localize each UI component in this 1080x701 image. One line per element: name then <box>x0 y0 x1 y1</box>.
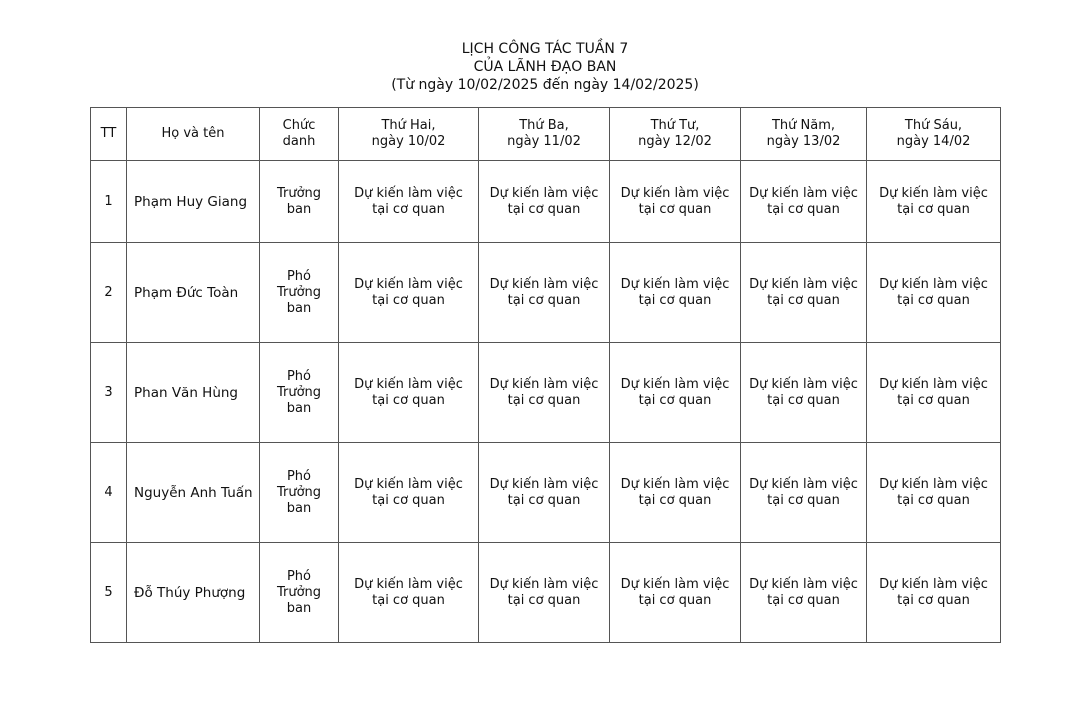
schedule-line: tại cơ quan <box>638 392 712 408</box>
title-line-1: LỊCH CÔNG TÁC TUẦN 7 <box>461 41 629 57</box>
schedule-line: tại cơ quan <box>767 392 840 408</box>
schedule-line: tại cơ quan <box>507 292 581 308</box>
schedule-line: Dự kiến làm việc <box>749 276 858 292</box>
header-day-line: Thứ Hai, <box>381 118 436 133</box>
header-day-line: ngày 10/02 <box>371 134 446 149</box>
schedule-line: tại cơ quan <box>897 492 970 508</box>
row-number: 5 <box>91 543 127 643</box>
row-position <box>260 343 339 443</box>
header-day-wednesday <box>610 108 741 161</box>
row-name: Đỗ Thúy Phượng <box>127 543 260 643</box>
row-number: 3 <box>91 343 127 443</box>
schedule-line: Dự kiến làm việc <box>749 185 858 201</box>
schedule-cell <box>479 443 610 543</box>
document-title <box>0 40 1080 94</box>
schedule-line: Dự kiến làm việc <box>879 476 988 492</box>
row-name: Phạm Huy Giang <box>127 161 260 243</box>
header-position-line: Chức <box>282 118 316 133</box>
schedule-cell <box>610 443 741 543</box>
schedule-cell <box>741 161 867 243</box>
schedule-line: tại cơ quan <box>372 292 445 308</box>
schedule-cell <box>610 543 741 643</box>
schedule-line: tại cơ quan <box>897 201 970 217</box>
row-name: Nguyễn Anh Tuấn <box>127 443 260 543</box>
table-row <box>91 543 1001 643</box>
schedule-line: tại cơ quan <box>767 201 840 217</box>
header-day-line: Thứ Ba, <box>519 118 569 133</box>
schedule-line: Dự kiến làm việc <box>489 376 599 392</box>
schedule-cell <box>867 543 1001 643</box>
schedule-line: Dự kiến làm việc <box>354 576 463 592</box>
header-day-tuesday <box>479 108 610 161</box>
position-line: Trưởng <box>276 584 322 600</box>
schedule-line: Dự kiến làm việc <box>749 476 858 492</box>
schedule-line: Dự kiến làm việc <box>879 576 988 592</box>
row-number: 1 <box>91 161 127 243</box>
schedule-cell <box>867 243 1001 343</box>
table-row <box>91 243 1001 343</box>
schedule-cell <box>479 343 610 443</box>
position-line: Trưởng <box>276 185 322 201</box>
position-line: Trưởng <box>276 284 322 300</box>
row-position <box>260 543 339 643</box>
table-row <box>91 343 1001 443</box>
schedule-line: Dự kiến làm việc <box>620 576 730 592</box>
position-line: Phó <box>286 368 312 384</box>
schedule-cell <box>610 243 741 343</box>
schedule-cell <box>741 543 867 643</box>
schedule-line: Dự kiến làm việc <box>354 476 463 492</box>
schedule-cell <box>867 443 1001 543</box>
schedule-cell <box>741 443 867 543</box>
row-name: Phạm Đức Toàn <box>127 243 260 343</box>
header-day-line: ngày 11/02 <box>507 134 581 149</box>
table-row <box>91 443 1001 543</box>
schedule-line: Dự kiến làm việc <box>354 376 463 392</box>
schedule-cell <box>741 343 867 443</box>
header-day-monday <box>339 108 479 161</box>
schedule-line: tại cơ quan <box>897 292 970 308</box>
schedule-cell <box>479 161 610 243</box>
header-name-text: Họ và tên <box>161 126 225 141</box>
schedule-cell <box>610 161 741 243</box>
row-position <box>260 243 339 343</box>
position-line: Trưởng <box>276 384 322 400</box>
schedule-line: Dự kiến làm việc <box>620 476 730 492</box>
header-day-line: Thứ Tư, <box>650 118 700 133</box>
position-line: Trưởng <box>276 484 322 500</box>
schedule-line: Dự kiến làm việc <box>749 576 858 592</box>
header-day-line: Thứ Năm, <box>771 118 836 133</box>
schedule-cell <box>741 243 867 343</box>
schedule-line: tại cơ quan <box>507 201 581 217</box>
position-line: ban <box>286 600 312 616</box>
table-row <box>91 161 1001 243</box>
header-tt <box>91 108 127 161</box>
schedule-cell <box>339 543 479 643</box>
header-name <box>127 108 260 161</box>
schedule-cell <box>339 443 479 543</box>
schedule-line: Dự kiến làm việc <box>620 276 730 292</box>
schedule-line: tại cơ quan <box>638 592 712 608</box>
schedule-cell <box>610 343 741 443</box>
position-line: Phó <box>286 568 312 584</box>
schedule-cell <box>479 543 610 643</box>
position-line: Phó <box>286 468 312 484</box>
schedule-line: tại cơ quan <box>897 392 970 408</box>
position-line: Phó <box>286 268 312 284</box>
schedule-line: Dự kiến làm việc <box>354 185 463 201</box>
schedule-line: tại cơ quan <box>372 492 445 508</box>
schedule-line: Dự kiến làm việc <box>620 376 730 392</box>
schedule-line: Dự kiến làm việc <box>749 376 858 392</box>
header-row <box>91 108 1001 161</box>
schedule-cell <box>339 161 479 243</box>
schedule-line: Dự kiến làm việc <box>354 276 463 292</box>
schedule-line: tại cơ quan <box>767 492 840 508</box>
header-day-line: ngày 12/02 <box>638 134 712 149</box>
row-position <box>260 443 339 543</box>
header-position <box>260 108 339 161</box>
schedule-line: Dự kiến làm việc <box>879 376 988 392</box>
schedule-line: tại cơ quan <box>897 592 970 608</box>
schedule-cell <box>867 343 1001 443</box>
schedule-line: tại cơ quan <box>507 392 581 408</box>
title-line-2: CỦA LÃNH ĐẠO BAN <box>473 59 617 75</box>
schedule-cell <box>479 243 610 343</box>
schedule-line: tại cơ quan <box>638 292 712 308</box>
row-number: 4 <box>91 443 127 543</box>
header-day-line: ngày 13/02 <box>766 134 841 149</box>
header-day-friday <box>867 108 1001 161</box>
schedule-line: Dự kiến làm việc <box>489 185 599 201</box>
row-name: Phan Văn Hùng <box>127 343 260 443</box>
position-line: ban <box>286 201 312 217</box>
schedule-cell <box>339 243 479 343</box>
schedule-line: tại cơ quan <box>372 592 445 608</box>
header-day-line: ngày 14/02 <box>896 134 971 149</box>
row-number: 2 <box>91 243 127 343</box>
schedule-line: tại cơ quan <box>507 592 581 608</box>
position-line: ban <box>286 300 312 316</box>
position-line: ban <box>286 500 312 516</box>
schedule-line: tại cơ quan <box>507 492 581 508</box>
position-line: ban <box>286 400 312 416</box>
schedule-line: Dự kiến làm việc <box>879 276 988 292</box>
schedule-line: tại cơ quan <box>767 292 840 308</box>
header-day-line: Thứ Sáu, <box>904 118 963 133</box>
schedule-table <box>90 107 1001 643</box>
schedule-cell <box>867 161 1001 243</box>
row-position <box>260 161 339 243</box>
schedule-line: tại cơ quan <box>372 201 445 217</box>
schedule-line: Dự kiến làm việc <box>489 576 599 592</box>
schedule-line: tại cơ quan <box>767 592 840 608</box>
schedule-line: Dự kiến làm việc <box>489 276 599 292</box>
schedule-cell <box>339 343 479 443</box>
header-position-line: danh <box>282 134 316 149</box>
schedule-line: tại cơ quan <box>638 492 712 508</box>
schedule-line: Dự kiến làm việc <box>489 476 599 492</box>
schedule-line: Dự kiến làm việc <box>879 185 988 201</box>
header-tt-text: TT <box>100 126 117 141</box>
schedule-line: tại cơ quan <box>638 201 712 217</box>
schedule-line: tại cơ quan <box>372 392 445 408</box>
header-day-thursday <box>741 108 867 161</box>
title-line-3: (Từ ngày 10/02/2025 đến ngày 14/02/2025) <box>391 77 699 93</box>
schedule-line: Dự kiến làm việc <box>620 185 730 201</box>
